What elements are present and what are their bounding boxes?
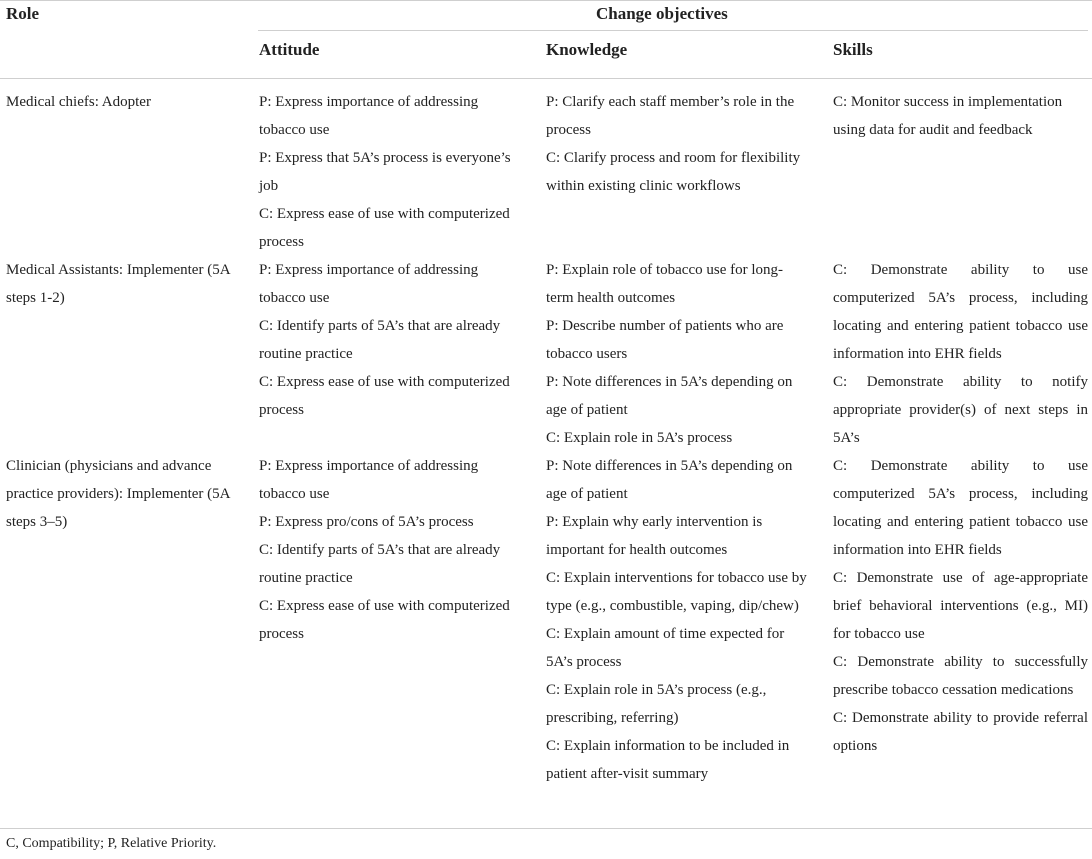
list-item: P: Express pro/cons of 5A’s process (259, 514, 474, 530)
table-bottom-rule (0, 828, 1092, 829)
header-attitude: Attitude (259, 40, 320, 59)
subheader-rule (258, 30, 1088, 31)
header-knowledge: Knowledge (546, 40, 628, 59)
list-item: P: Explain role of tobacco use for long-term health outcomes (546, 262, 784, 306)
table-footnote: C, Compatibility; P, Relative Priority. (6, 836, 217, 851)
row-1-skills (833, 88, 1091, 144)
header-role: Role (6, 4, 40, 23)
row-3-role: Clinician (physicians and advance practice providers): Implementer (5A steps 3–5) (6, 458, 230, 530)
header-bottom-rule (0, 78, 1092, 79)
list-item: C: Explain information to be included in patient after-visit summary (546, 738, 790, 782)
list-item: C: Explain amount of time expected for 5A’s process (546, 626, 785, 670)
header-change-objectives: Change objectives (596, 4, 728, 23)
list-item: C: Demonstrate use of age-appropriate brief behavioral interventions (e.g., MI) for tobacco use (833, 570, 1088, 642)
top-rule (0, 0, 1092, 1)
list-item: C: Demonstrate ability to use computerized 5A’s process, including locating and entering patient tobacco use information into EHR fields (833, 262, 1088, 362)
list-item: C: Clarify process and room for flexibility within existing clinic workflows (546, 150, 801, 194)
list-item: C: Demonstrate ability to provide referral options (833, 710, 1088, 754)
list-item: C: Identify parts of 5A’s that are already routine practice (259, 318, 501, 362)
list-item: C: Express ease of use with computerized process (259, 598, 510, 642)
row-2-attitude (259, 256, 521, 424)
list-item: P: Express importance of addressing tobacco use (259, 94, 479, 138)
list-item: P: Note differences in 5A’s depending on age of patient (546, 374, 793, 418)
list-item: C: Explain role in 5A’s process (546, 430, 733, 446)
row-3-attitude (259, 452, 521, 648)
header-skills: Skills (833, 40, 873, 59)
row-1-attitude (259, 88, 521, 256)
row-1-knowledge (546, 88, 808, 200)
list-item: P: Explain why early intervention is important for health outcomes (546, 514, 763, 558)
list-item: C: Express ease of use with computerized process (259, 374, 510, 418)
list-item: C: Demonstrate ability to notify appropriate provider(s) of next steps in 5A’s (833, 374, 1088, 446)
list-item: C: Express ease of use with computerized process (259, 206, 510, 250)
list-item: C: Monitor success in implementation using data for audit and feedback (833, 94, 1063, 138)
row-3-knowledge (546, 452, 808, 788)
list-item: P: Express that 5A’s process is everyone’s job (259, 150, 511, 194)
list-item: P: Express importance of addressing tobacco use (259, 262, 479, 306)
row-2-knowledge (546, 256, 808, 452)
list-item: C: Identify parts of 5A’s that are already routine practice (259, 542, 501, 586)
list-item: C: Demonstrate ability to use computerized 5A’s process, including locating and entering patient tobacco use information into EHR fields (833, 458, 1088, 558)
list-item: P: Clarify each staff member’s role in the process (546, 94, 795, 138)
list-item: P: Express importance of addressing tobacco use (259, 458, 479, 502)
list-item: P: Describe number of patients who are tobacco users (546, 318, 784, 362)
row-2-role: Medical Assistants: Implementer (5A steps 1-2) (6, 262, 230, 306)
list-item: P: Note differences in 5A’s depending on age of patient (546, 458, 793, 502)
list-item: C: Explain interventions for tobacco use by type (e.g., combustible, vaping, dip/chew) (546, 570, 807, 614)
row-1-role: Medical chiefs: Adopter (6, 94, 151, 110)
list-item: C: Explain role in 5A’s process (e.g., prescribing, referring) (546, 682, 767, 726)
row-3-skills (833, 452, 1088, 760)
row-2-skills (833, 256, 1088, 452)
list-item: C: Demonstrate ability to successfully prescribe tobacco cessation medications (833, 654, 1088, 698)
